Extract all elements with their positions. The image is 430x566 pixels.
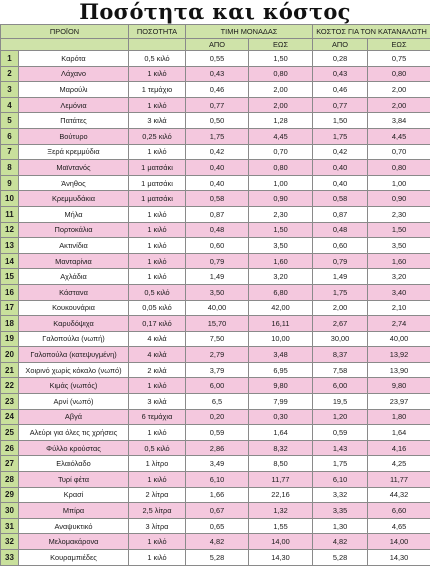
unit-price-from: 0,43: [186, 66, 249, 82]
cost-to: 1,50: [368, 222, 430, 238]
unit-price-from: 0,79: [186, 253, 249, 269]
product-name: Μελομακάρονα: [19, 534, 129, 550]
row-number: 24: [1, 409, 19, 425]
product-name: Βούτυρο: [19, 128, 129, 144]
unit-price-to: 14,00: [249, 534, 313, 550]
cost-from: 1,50: [313, 113, 368, 129]
quantity: 0,5 κιλό: [129, 284, 186, 300]
quantity: 6 τεμάχια: [129, 409, 186, 425]
row-number: 12: [1, 222, 19, 238]
row-number: 29: [1, 487, 19, 503]
unit-price-from: 1,66: [186, 487, 249, 503]
unit-price-to: 1,32: [249, 503, 313, 519]
unit-price-from: 6,5: [186, 394, 249, 410]
product-name: Ξερά κρεμμύδια: [19, 144, 129, 160]
cost-from: 8,37: [313, 347, 368, 363]
table-row: [1, 97, 430, 113]
header-blank-quantity: [129, 39, 186, 51]
unit-price-from: 0,60: [186, 238, 249, 254]
table-row: [1, 362, 430, 378]
table-row: [1, 128, 430, 144]
product-name: Καρυδόψιχα: [19, 316, 129, 332]
unit-price-to: 11,77: [249, 472, 313, 488]
table-row: [1, 378, 430, 394]
product-name: Χοιρινό χωρίς κόκαλο (νωπό): [19, 362, 129, 378]
unit-price-from: 5,28: [186, 550, 249, 566]
quantity: 1 τεμάχιο: [129, 82, 186, 98]
cost-to: 1,64: [368, 425, 430, 441]
row-number: 4: [1, 97, 19, 113]
quantity: 1 κιλό: [129, 206, 186, 222]
cost-from: 0,58: [313, 191, 368, 207]
unit-price-from: 0,48: [186, 222, 249, 238]
cost-to: 40,00: [368, 331, 430, 347]
product-name: Αρνί (νωπό): [19, 394, 129, 410]
row-number: 6: [1, 128, 19, 144]
unit-price-from: 0,59: [186, 425, 249, 441]
cost-to: 4,65: [368, 518, 430, 534]
unit-price-to: 1,64: [249, 425, 313, 441]
unit-price-to: 9,80: [249, 378, 313, 394]
unit-price-to: 6,80: [249, 284, 313, 300]
product-name: Κάστανα: [19, 284, 129, 300]
cost-from: 0,59: [313, 425, 368, 441]
quantity: 1 κιλό: [129, 269, 186, 285]
cost-to: 13,92: [368, 347, 430, 363]
cost-from: 19,5: [313, 394, 368, 410]
row-number: 17: [1, 300, 19, 316]
cost-to: 2,00: [368, 97, 430, 113]
cost-from: 1,20: [313, 409, 368, 425]
table-row: [1, 284, 430, 300]
table-row: [1, 487, 430, 503]
row-number: 3: [1, 82, 19, 98]
table-row: [1, 113, 430, 129]
unit-price-to: 1,55: [249, 518, 313, 534]
cost-to: 2,00: [368, 82, 430, 98]
product-name: Μήλα: [19, 206, 129, 222]
row-number: 20: [1, 347, 19, 363]
header-product: ΠΡΟΪΟΝ: [1, 25, 129, 39]
cost-from: 7,58: [313, 362, 368, 378]
cost-from: 0,60: [313, 238, 368, 254]
unit-price-from: 0,58: [186, 191, 249, 207]
unit-price-to: 42,00: [249, 300, 313, 316]
cost-from: 1,75: [313, 284, 368, 300]
cost-to: 3,40: [368, 284, 430, 300]
header-price-to: ΕΩΣ: [249, 39, 313, 51]
cost-to: 0,80: [368, 66, 430, 82]
unit-price-to: 1,50: [249, 51, 313, 67]
unit-price-from: 2,86: [186, 440, 249, 456]
quantity: 1 κιλό: [129, 238, 186, 254]
unit-price-from: 0,77: [186, 97, 249, 113]
unit-price-to: 2,30: [249, 206, 313, 222]
unit-price-from: 0,40: [186, 160, 249, 176]
cost-to: 1,00: [368, 175, 430, 191]
cost-from: 3,35: [313, 503, 368, 519]
table-row: [1, 518, 430, 534]
table-row: [1, 222, 430, 238]
unit-price-from: 0,55: [186, 51, 249, 67]
row-number: 25: [1, 425, 19, 441]
cost-from: 0,77: [313, 97, 368, 113]
row-number: 13: [1, 238, 19, 254]
quantity: 1 κιλό: [129, 222, 186, 238]
table-row: [1, 82, 430, 98]
table-row: [1, 503, 430, 519]
cost-from: 1,30: [313, 518, 368, 534]
product-name: Φύλλο κρούστας: [19, 440, 129, 456]
row-number: 1: [1, 51, 19, 67]
header-price-from: ΑΠΟ: [186, 39, 249, 51]
quantity: 4 κιλά: [129, 331, 186, 347]
product-name: Τυρί φέτα: [19, 472, 129, 488]
cost-to: 1,80: [368, 409, 430, 425]
row-number: 19: [1, 331, 19, 347]
cost-from: 1,75: [313, 128, 368, 144]
unit-price-to: 1,60: [249, 253, 313, 269]
unit-price-to: 0,30: [249, 409, 313, 425]
product-name: Μαρούλι: [19, 82, 129, 98]
quantity: 4 κιλά: [129, 347, 186, 363]
product-name: Κουκουνάρια: [19, 300, 129, 316]
quantity: 1 κιλό: [129, 66, 186, 82]
row-number: 9: [1, 175, 19, 191]
cost-from: 0,28: [313, 51, 368, 67]
unit-price-to: 3,20: [249, 269, 313, 285]
row-number: 22: [1, 378, 19, 394]
unit-price-from: 0,50: [186, 113, 249, 129]
cost-from: 3,32: [313, 487, 368, 503]
cost-from: 5,28: [313, 550, 368, 566]
product-name: Μπίρα: [19, 503, 129, 519]
quantity: 1 κιλό: [129, 550, 186, 566]
cost-to: 0,70: [368, 144, 430, 160]
row-number: 31: [1, 518, 19, 534]
cost-from: 1,43: [313, 440, 368, 456]
table-row: [1, 300, 430, 316]
quantity: 1 κιλό: [129, 534, 186, 550]
unit-price-to: 3,50: [249, 238, 313, 254]
page-title: Ποσότητα και κόστος: [79, 0, 351, 24]
unit-price-from: 0,87: [186, 206, 249, 222]
product-name: Λεμόνια: [19, 97, 129, 113]
unit-price-to: 6,95: [249, 362, 313, 378]
cost-to: 3,20: [368, 269, 430, 285]
table-body: [1, 51, 430, 566]
quantity: 0,5 κιλό: [129, 440, 186, 456]
unit-price-to: 0,90: [249, 191, 313, 207]
row-number: 8: [1, 160, 19, 176]
product-name: Λάχανο: [19, 66, 129, 82]
table-row: [1, 394, 430, 410]
product-name: Γαλοπούλα (κατεψυγμένη): [19, 347, 129, 363]
unit-price-from: 7,50: [186, 331, 249, 347]
table-header: [1, 25, 430, 51]
cost-to: 0,75: [368, 51, 430, 67]
cost-from: 1,49: [313, 269, 368, 285]
unit-price-to: 0,80: [249, 160, 313, 176]
product-name: Πατάτες: [19, 113, 129, 129]
table-row: [1, 534, 430, 550]
unit-price-to: 7,99: [249, 394, 313, 410]
table-row: [1, 347, 430, 363]
cost-to: 44,32: [368, 487, 430, 503]
unit-price-from: 3,49: [186, 456, 249, 472]
table-row: [1, 253, 430, 269]
quantity: 3 κιλά: [129, 113, 186, 129]
product-name: Ακτινίδια: [19, 238, 129, 254]
product-name: Μανταρίνια: [19, 253, 129, 269]
cost-to: 6,60: [368, 503, 430, 519]
quantity: 1 ματσάκι: [129, 175, 186, 191]
unit-price-to: 1,00: [249, 175, 313, 191]
product-name: Αχλάδια: [19, 269, 129, 285]
quantity: 3 λίτρα: [129, 518, 186, 534]
row-number: 33: [1, 550, 19, 566]
cost-from: 0,40: [313, 160, 368, 176]
unit-price-to: 0,70: [249, 144, 313, 160]
table-row: [1, 269, 430, 285]
row-number: 15: [1, 269, 19, 285]
cost-to: 23,97: [368, 394, 430, 410]
unit-price-from: 1,75: [186, 128, 249, 144]
unit-price-to: 10,00: [249, 331, 313, 347]
product-name: Πορτοκάλια: [19, 222, 129, 238]
cost-from: 30,00: [313, 331, 368, 347]
header-cost-to: ΕΩΣ: [368, 39, 430, 51]
cost-from: 0,43: [313, 66, 368, 82]
row-number: 14: [1, 253, 19, 269]
unit-price-from: 0,46: [186, 82, 249, 98]
quantity: 1 κιλό: [129, 378, 186, 394]
row-number: 11: [1, 206, 19, 222]
unit-price-from: 0,20: [186, 409, 249, 425]
cost-to: 4,25: [368, 456, 430, 472]
cost-to: 0,90: [368, 191, 430, 207]
product-name: Κρασί: [19, 487, 129, 503]
cost-to: 4,16: [368, 440, 430, 456]
row-number: 10: [1, 191, 19, 207]
quantity: 1 κιλό: [129, 472, 186, 488]
cost-from: 0,46: [313, 82, 368, 98]
quantity: 1 κιλό: [129, 97, 186, 113]
table-row: [1, 51, 430, 67]
product-name: Αλεύρι για όλες τις χρήσεις: [19, 425, 129, 441]
cost-to: 2,10: [368, 300, 430, 316]
unit-price-from: 3,79: [186, 362, 249, 378]
row-number: 32: [1, 534, 19, 550]
cost-from: 0,40: [313, 175, 368, 191]
row-number: 21: [1, 362, 19, 378]
unit-price-to: 2,00: [249, 97, 313, 113]
unit-price-to: 4,45: [249, 128, 313, 144]
unit-price-from: 2,79: [186, 347, 249, 363]
product-name: Γαλοπούλα (νωπή): [19, 331, 129, 347]
product-name: Ελαιόλαδο: [19, 456, 129, 472]
table-row: [1, 472, 430, 488]
table-row: [1, 409, 430, 425]
cost-from: 0,42: [313, 144, 368, 160]
table-row: [1, 550, 430, 566]
cost-to: 3,84: [368, 113, 430, 129]
unit-price-from: 6,10: [186, 472, 249, 488]
unit-price-from: 6,00: [186, 378, 249, 394]
quantity: 3 κιλά: [129, 394, 186, 410]
quantity: 2 λίτρα: [129, 487, 186, 503]
cost-from: 2,67: [313, 316, 368, 332]
cost-to: 14,30: [368, 550, 430, 566]
cost-to: 3,50: [368, 238, 430, 254]
cost-to: 2,74: [368, 316, 430, 332]
table-row: [1, 144, 430, 160]
table-row: [1, 316, 430, 332]
cost-from: 0,48: [313, 222, 368, 238]
row-number: 27: [1, 456, 19, 472]
unit-price-from: 0,65: [186, 518, 249, 534]
cost-from: 4,82: [313, 534, 368, 550]
cost-from: 2,00: [313, 300, 368, 316]
product-name: Καρότα: [19, 51, 129, 67]
quantity: 1 κιλό: [129, 144, 186, 160]
row-number: 26: [1, 440, 19, 456]
product-name: Κιμάς (νωπός): [19, 378, 129, 394]
row-number: 28: [1, 472, 19, 488]
cost-to: 14,00: [368, 534, 430, 550]
cost-to: 2,30: [368, 206, 430, 222]
cost-from: 0,79: [313, 253, 368, 269]
quantity: 2 κιλά: [129, 362, 186, 378]
quantity: 1 κιλό: [129, 425, 186, 441]
row-number: 5: [1, 113, 19, 129]
product-name: Άνηθος: [19, 175, 129, 191]
unit-price-to: 3,48: [249, 347, 313, 363]
cost-from: 0,87: [313, 206, 368, 222]
cost-to: 1,60: [368, 253, 430, 269]
cost-to: 9,80: [368, 378, 430, 394]
quantity: 1 λίτρο: [129, 456, 186, 472]
unit-price-to: 22,16: [249, 487, 313, 503]
table-row: [1, 66, 430, 82]
cost-to: 4,45: [368, 128, 430, 144]
unit-price-from: 15,70: [186, 316, 249, 332]
unit-price-from: 0,42: [186, 144, 249, 160]
quantity: 0,05 κιλό: [129, 300, 186, 316]
quantity: 0,25 κιλό: [129, 128, 186, 144]
quantity: 0,17 κιλό: [129, 316, 186, 332]
table-row: [1, 160, 430, 176]
table-row: [1, 206, 430, 222]
quantity: 0,5 κιλό: [129, 51, 186, 67]
table-row: [1, 425, 430, 441]
table-row: [1, 175, 430, 191]
header-quantity: ΠΟΣΟΤΗΤΑ: [129, 25, 186, 39]
row-number: 7: [1, 144, 19, 160]
row-number: 18: [1, 316, 19, 332]
product-name: Μαϊντανός: [19, 160, 129, 176]
unit-price-to: 1,28: [249, 113, 313, 129]
unit-price-to: 2,00: [249, 82, 313, 98]
table-row: [1, 191, 430, 207]
header-blank-product: [1, 39, 129, 51]
cost-from: 1,75: [313, 456, 368, 472]
cost-to: 13,90: [368, 362, 430, 378]
product-name: Κρεμμυδάκια: [19, 191, 129, 207]
price-table: [0, 24, 430, 566]
table-row: [1, 440, 430, 456]
title-bar: [0, 0, 430, 24]
table-row: [1, 238, 430, 254]
product-name: Αβγά: [19, 409, 129, 425]
unit-price-to: 0,80: [249, 66, 313, 82]
quantity: 2,5 λίτρα: [129, 503, 186, 519]
cost-from: 6,00: [313, 378, 368, 394]
unit-price-to: 8,50: [249, 456, 313, 472]
unit-price-to: 14,30: [249, 550, 313, 566]
table-row: [1, 456, 430, 472]
table-row: [1, 331, 430, 347]
row-number: 16: [1, 284, 19, 300]
unit-price-to: 16,11: [249, 316, 313, 332]
row-number: 30: [1, 503, 19, 519]
unit-price-from: 1,49: [186, 269, 249, 285]
unit-price-from: 40,00: [186, 300, 249, 316]
unit-price-from: 4,82: [186, 534, 249, 550]
cost-to: 11,77: [368, 472, 430, 488]
cost-from: 6,10: [313, 472, 368, 488]
unit-price-to: 8,32: [249, 440, 313, 456]
quantity: 1 κιλό: [129, 253, 186, 269]
cost-to: 0,80: [368, 160, 430, 176]
product-name: Αναψυκτικό: [19, 518, 129, 534]
header-consumer-cost: ΚΟΣΤΟΣ ΓΙΑ ΤΟΝ ΚΑΤΑΝΑΛΩΤΗ: [313, 25, 430, 39]
unit-price-from: 3,50: [186, 284, 249, 300]
quantity: 1 ματσάκι: [129, 191, 186, 207]
unit-price-from: 0,40: [186, 175, 249, 191]
product-name: Κουραμπιέδες: [19, 550, 129, 566]
header-cost-from: ΑΠΟ: [313, 39, 368, 51]
row-number: 23: [1, 394, 19, 410]
row-number: 2: [1, 66, 19, 82]
unit-price-to: 1,50: [249, 222, 313, 238]
header-unit-price: ΤΙΜΗ ΜΟΝΑΔΑΣ: [186, 25, 313, 39]
unit-price-from: 0,67: [186, 503, 249, 519]
quantity: 1 ματσάκι: [129, 160, 186, 176]
